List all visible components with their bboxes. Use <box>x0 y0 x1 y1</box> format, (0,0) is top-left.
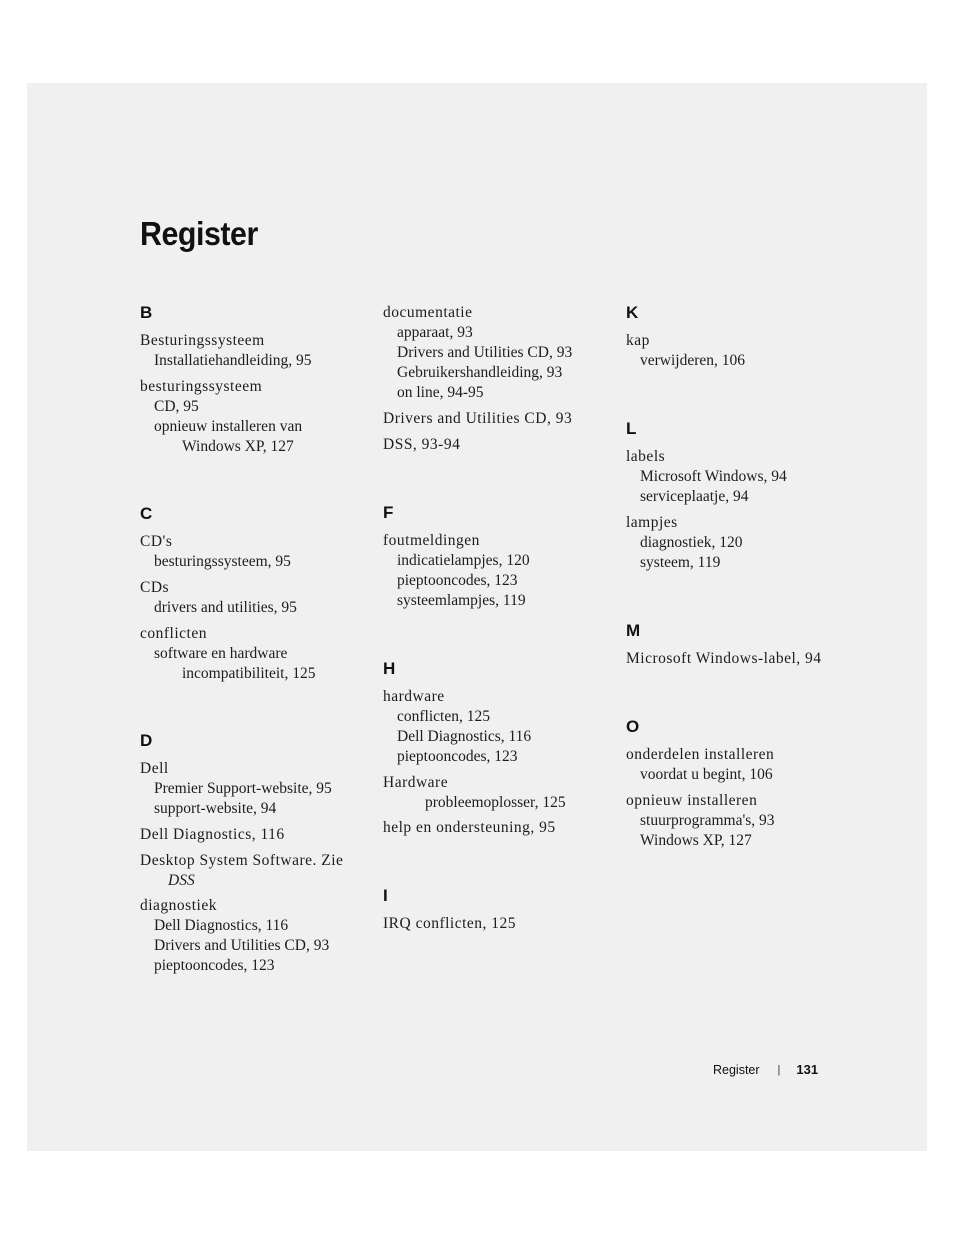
entry-subterm: software en hardware <box>154 645 288 662</box>
entry-term: Besturingssysteem <box>140 332 265 349</box>
index-entry <box>626 447 856 507</box>
index-entry <box>383 687 613 767</box>
index-entry <box>383 773 613 812</box>
index-entry <box>626 745 856 785</box>
entry-subterm: besturingssysteem, 95 <box>154 553 291 570</box>
entry-subterm: support-website, 94 <box>154 800 277 817</box>
index-entry <box>140 896 370 976</box>
entry-subterm: systeem, 119 <box>640 554 721 571</box>
section-letter: I <box>383 886 388 905</box>
section-letter: D <box>140 731 153 750</box>
entry-subterm: drivers and utilities, 95 <box>154 599 297 616</box>
index-entry <box>383 303 613 403</box>
entry-subterm: pieptooncodes, 123 <box>397 572 518 589</box>
index-column-1 <box>140 303 370 982</box>
index-section <box>383 659 613 838</box>
section-letter: H <box>383 659 396 678</box>
index-entry <box>626 649 856 669</box>
entry-subterm: Gebruikershandleiding, 93 <box>397 364 563 381</box>
section-gap <box>626 377 856 419</box>
entry-subterm: Windows XP, 127 <box>640 832 752 849</box>
index-entry <box>140 624 370 683</box>
index-entry <box>626 791 856 851</box>
index-entry <box>383 531 613 611</box>
section-letter: L <box>626 419 637 438</box>
index-entry <box>383 409 613 429</box>
index-section <box>383 303 613 455</box>
entry-term: Microsoft Windows-label, 94 <box>626 650 822 667</box>
entry-see-reference: DSS <box>168 872 195 889</box>
section-letter: B <box>140 303 153 322</box>
entry-subterm: verwijderen, 106 <box>640 352 746 369</box>
entry-subterm: indicatielampjes, 120 <box>397 552 530 569</box>
footer-section-name: Register <box>713 1062 760 1077</box>
index-section <box>140 504 370 683</box>
section-gap <box>383 844 613 886</box>
section-letter: F <box>383 503 394 522</box>
index-entry <box>140 825 370 845</box>
entry-term: lampjes <box>626 514 678 531</box>
entry-subterm: pieptooncodes, 123 <box>397 748 518 765</box>
index-entry <box>140 532 370 572</box>
entry-subterm: Installatiehandleiding, 95 <box>154 352 312 369</box>
index-entry <box>140 331 370 371</box>
index-section <box>383 886 613 934</box>
section-gap <box>140 689 370 731</box>
entry-subterm: Dell Diagnostics, 116 <box>154 917 289 934</box>
section-letter: O <box>626 717 640 736</box>
entry-continuation: Windows XP, 127 <box>182 438 294 455</box>
index-section <box>626 303 856 371</box>
entry-term: Drivers and Utilities CD, 93 <box>383 410 573 427</box>
entry-subterm: apparaat, 93 <box>397 324 473 341</box>
entry-subterm: Dell Diagnostics, 116 <box>397 728 532 745</box>
index-entry <box>626 331 856 371</box>
section-gap <box>140 462 370 504</box>
entry-subterm: opnieuw installeren van <box>154 418 303 435</box>
entry-term: Hardware <box>383 774 449 791</box>
section-gap <box>626 579 856 621</box>
entry-term: Desktop System Software. Zie <box>140 852 344 869</box>
index-entry <box>383 818 613 838</box>
index-entry <box>140 851 370 890</box>
entry-subterm: diagnostiek, 120 <box>640 534 743 551</box>
entry-continuation: probleemoplosser, 125 <box>425 794 566 811</box>
section-gap <box>383 461 613 503</box>
section-letter: K <box>626 303 639 322</box>
entry-term: Dell <box>140 760 169 777</box>
entry-term: conflicten <box>140 625 207 642</box>
entry-subterm: systeemlampjes, 119 <box>397 592 526 609</box>
entry-term: CD's <box>140 533 173 550</box>
index-section <box>626 621 856 669</box>
index-section <box>626 717 856 851</box>
entry-subterm: Drivers and Utilities CD, 93 <box>154 937 330 954</box>
entry-subterm: Drivers and Utilities CD, 93 <box>397 344 573 361</box>
index-section <box>140 303 370 456</box>
index-entry <box>383 435 613 455</box>
entry-subterm: Microsoft Windows, 94 <box>640 468 787 485</box>
index-column-2 <box>383 303 613 940</box>
index-section <box>383 503 613 611</box>
entry-term: documentatie <box>383 304 473 321</box>
entry-term: Dell Diagnostics, 116 <box>140 826 285 843</box>
index-entry <box>626 513 856 573</box>
section-gap <box>383 617 613 659</box>
entry-term: DSS, 93-94 <box>383 436 461 453</box>
entry-term: onderdelen installeren <box>626 746 775 763</box>
index-entry <box>140 578 370 618</box>
index-section <box>626 419 856 573</box>
index-column-3 <box>626 303 856 857</box>
entry-subterm: serviceplaatje, 94 <box>640 488 749 505</box>
page-number: 131 <box>796 1062 819 1077</box>
footer-separator: | <box>777 1063 781 1076</box>
entry-subterm: Premier Support-website, 95 <box>154 780 332 797</box>
entry-term: IRQ conflicten, 125 <box>383 915 517 932</box>
index-entry <box>383 914 613 934</box>
index-entry <box>140 759 370 819</box>
entry-term: besturingssysteem <box>140 378 263 395</box>
entry-subterm: pieptooncodes, 123 <box>154 957 275 974</box>
entry-subterm: conflicten, 125 <box>397 708 490 725</box>
section-letter: M <box>626 621 641 640</box>
entry-term: foutmeldingen <box>383 532 480 549</box>
entry-subterm: voordat u begint, 106 <box>640 766 773 783</box>
index-section <box>140 731 370 976</box>
document-page <box>27 83 927 1151</box>
entry-term: opnieuw installeren <box>626 792 758 809</box>
entry-term: help en ondersteuning, 95 <box>383 819 556 836</box>
entry-subterm: stuurprogramma's, 93 <box>640 812 775 829</box>
entry-subterm: CD, 95 <box>154 398 199 415</box>
section-gap <box>626 675 856 717</box>
entry-term: diagnostiek <box>140 897 217 914</box>
section-letter: C <box>140 504 153 523</box>
entry-term: labels <box>626 448 666 465</box>
page-footer <box>713 1062 818 1077</box>
page-title: Register <box>140 215 258 252</box>
entry-continuation: incompatibiliteit, 125 <box>182 665 316 682</box>
entry-term: kap <box>626 332 650 349</box>
entry-term: CDs <box>140 579 170 596</box>
index-entry <box>140 377 370 456</box>
entry-term: hardware <box>383 688 445 705</box>
entry-subterm: on line, 94-95 <box>397 384 484 401</box>
